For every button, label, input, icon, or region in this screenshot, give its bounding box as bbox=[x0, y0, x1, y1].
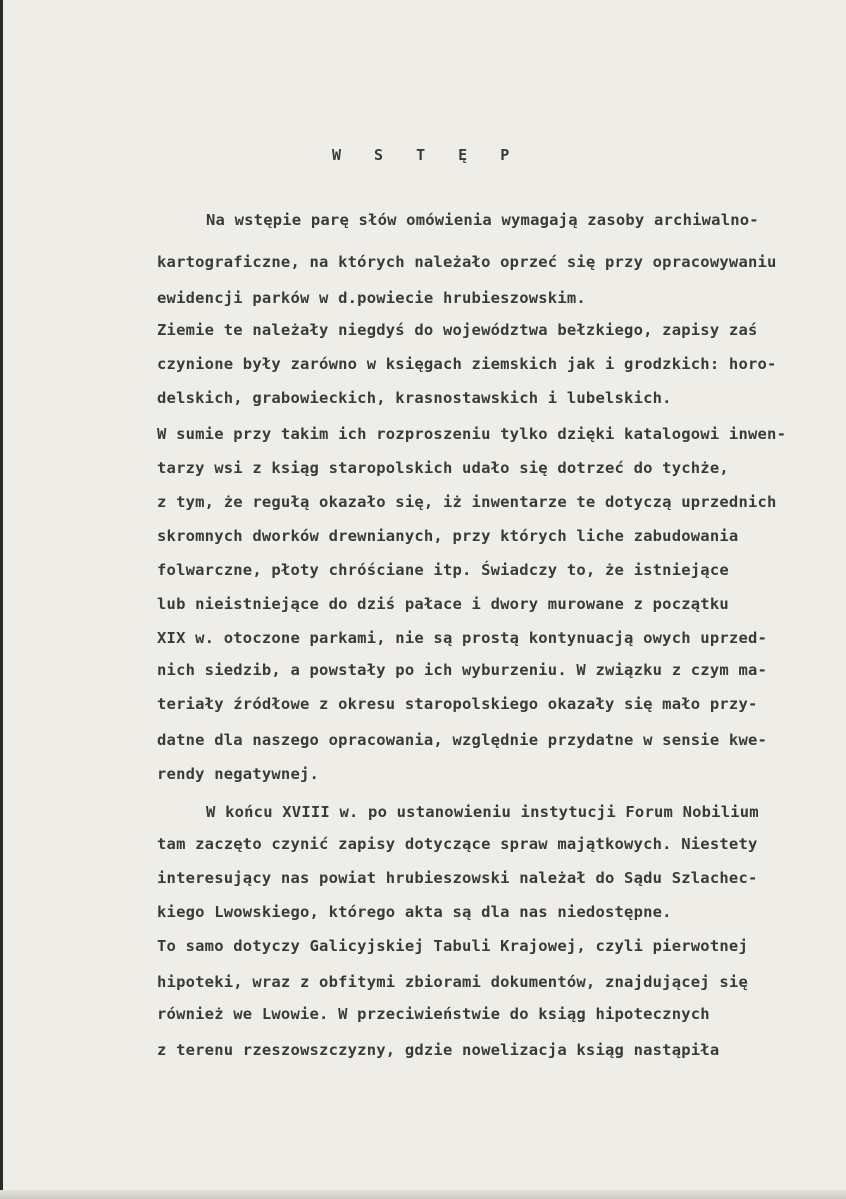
text-line: Ziemie te należały niegdyś do województwa bełzkiego, zapisy zaś bbox=[157, 321, 758, 339]
text-line: XIX w. otoczone parkami, nie są prostą kontynuacją owych uprzed- bbox=[157, 629, 768, 647]
text-line: rendy negatywnej. bbox=[157, 765, 320, 783]
page-bottom-edge bbox=[0, 1190, 846, 1199]
page-title: W S T Ę P bbox=[332, 146, 522, 164]
text-line: nich siedzib, a powstały po ich wyburzeniu. W związku z czym ma- bbox=[157, 661, 768, 679]
text-line: z tym, że regułą okazało się, iż inwentarze te dotyczą uprzednich bbox=[157, 493, 777, 511]
text-line: z terenu rzeszowszczyzny, gdzie nowelizacja ksiąg nastąpiła bbox=[157, 1041, 720, 1059]
text-line: To samo dotyczy Galicyjskiej Tabuli Krajowej, czyli pierwotnej bbox=[157, 937, 748, 955]
text-line: czynione były zarówno w księgach ziemskich jak i grodzkich: horo- bbox=[157, 355, 777, 373]
text-line: Na wstępie parę słów omówienia wymagają zasoby archiwalno- bbox=[206, 211, 759, 229]
text-line: kartograficzne, na których należało oprzeć się przy opracowywaniu bbox=[157, 253, 777, 271]
text-line: folwarczne, płoty chróściane itp. Świadczy to, że istniejące bbox=[157, 561, 729, 579]
text-line: delskich, grabowieckich, krasnostawskich i lubelskich. bbox=[157, 389, 672, 407]
text-line: hipoteki, wraz z obfitymi zbiorami dokumentów, znajdującej się bbox=[157, 973, 748, 991]
text-line: również we Lwowie. W przeciwieństwie do ksiąg hipotecznych bbox=[157, 1005, 710, 1023]
text-line: tam zaczęto czynić zapisy dotyczące spraw majątkowych. Niestety bbox=[157, 835, 758, 853]
text-line: ewidencji parków w d.powiecie hrubieszowskim. bbox=[157, 289, 586, 307]
text-line: W końcu XVIII w. po ustanowieniu instytucji Forum Nobilium bbox=[206, 803, 759, 821]
text-line: W sumie przy takim ich rozproszeniu tylko dzięki katalogowi inwen- bbox=[157, 425, 787, 443]
page-left-edge bbox=[0, 0, 3, 1199]
text-line: interesujący nas powiat hrubieszowski należał do Sądu Szlachec- bbox=[157, 869, 758, 887]
text-line: tarzy wsi z ksiąg staropolskich udało się dotrzeć do tychże, bbox=[157, 459, 729, 477]
text-line: datne dla naszego opracowania, względnie przydatne w sensie kwe- bbox=[157, 731, 768, 749]
text-line: skromnych dworków drewnianych, przy których liche zabudowania bbox=[157, 527, 739, 545]
text-line: teriały źródłowe z okresu staropolskiego okazały się mało przy- bbox=[157, 695, 758, 713]
text-line: lub nieistniejące do dziś pałace i dwory murowane z początku bbox=[157, 595, 729, 613]
text-line: kiego Lwowskiego, którego akta są dla nas niedostępne. bbox=[157, 903, 672, 921]
